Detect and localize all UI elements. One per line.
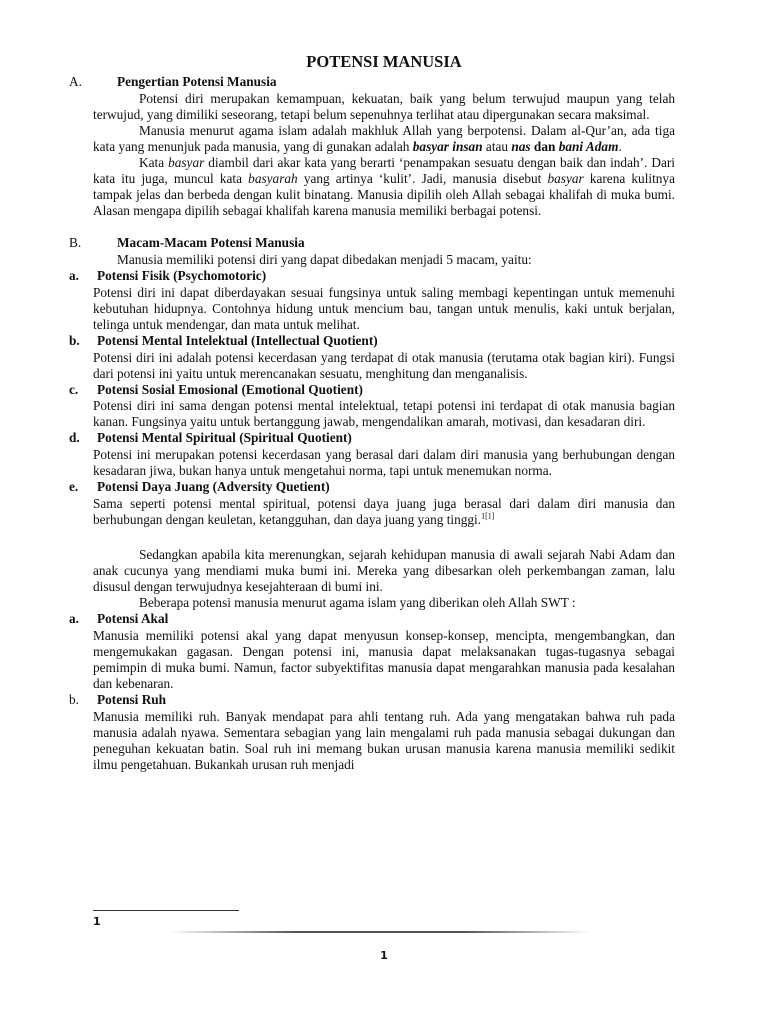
section-a-label: A. [69,74,82,89]
section-b-label: B. [69,235,82,251]
islam-item-text: Manusia memiliki ruh. Banyak mendapat para ahli tentang ruh. Ada yang mengatakan bahwa ruh pada manusia adalah nyawa. Sementara sebagian yang lain mengalami ruh pada manusia sebagai dukungan dan peneguhan kekuatan batin. Soal ruh ini memang bukan urusan manusia karena manusia memiliki sedikit ilmu pengetahuan. Bukankah urusan ruh menjadi [93,708,675,773]
page-number: 1 [380,949,388,962]
potensi-item-heading [69,381,675,399]
footnote-reference[interactable]: 1[1] [481,511,495,521]
potensi-item-text: Potensi diri ini dapat diberdayakan sesuai fungsinya untuk saling membagi kepentingan untuk memenuhi kebutuhan hidupnya. Contohnya hidung untuk mencium bau, tangan untuk menulis, kaki untuk berjalan, telinga untuk mendengar, dan mata untuk melihat. [93,284,675,332]
section-b-title: Macam-Macam Potensi Manusia [117,235,305,251]
item-label: e. [69,479,79,495]
potensi-item-text: Potensi diri ini sama dengan potensi mental intelektual, tetapi potensi ini terdapat di otak manusia bagian kanan. Fungsinya yaitu untuk bertanggung jawab, mengendalikan amarah, motivasi, dan kesadaran diri. [93,398,675,430]
footnote-separator [93,910,239,911]
text-run: . [618,138,622,154]
item-title: Potensi Daya Juang (Adversity Quetient) [97,479,330,495]
islam-item-heading [69,611,675,628]
beberapa-paragraph: Beberapa potensi manusia menurut agama islam yang diberikan oleh Allah SWT : [139,595,576,611]
spacer [93,219,675,235]
potensi-item-heading [69,332,675,350]
item-label: d. [69,430,80,446]
item-label: b. [69,332,80,348]
item-title: Potensi Mental Spiritual (Spiritual Quotient) [97,430,352,446]
potensi-item-text [93,496,675,528]
footer-rule [170,931,590,933]
term-basyar: basyar [547,171,584,187]
item-title: Potensi Sosial Emosional (Emotional Quotient) [97,381,363,397]
term-bani-adam: bani Adam [558,138,619,154]
item-title: Potensi Fisik (Psychomotoric) [97,268,267,284]
term-basyar-insan: basyar insan [412,138,483,154]
potensi-item-text: Potensi ini merupakan potensi kecerdasan yang berasal dari dalam diri manusia yang berhubungan dengan kesadaran jiwa, bukan hanya untuk mengetahui norma, tapi untuk menemukan norma. [93,447,675,479]
section-a-paragraph-2 [93,123,675,155]
item-label: c. [69,381,79,397]
section-b-heading [69,235,675,252]
islam-item-text: Manusia memiliki potensi akal yang dapat menyusun konsep-konsep, mencipta, mengembangkan, dan mengemukakan gagasan. Dengan potensi ini, manusia dapat melaksanakan tugas-tugasnya sebagai pemimpin di muka bumi. Namun, factor subyektifitas manusia dapat mengarahkan manusia pada kesalahan dan kebenaran. [93,628,675,692]
section-a-paragraph-3 [93,155,675,219]
text-run: dan [530,138,559,154]
term-basyarah: basyarah [248,171,298,187]
section-a-heading [69,74,675,91]
potensi-item-heading [69,479,675,496]
potensi-item-heading [69,430,675,447]
islam-item-heading [69,692,675,709]
text-run: Sama seperti potensi mental spiritual, potensi daya juang juga berasal dari dalam diri manusia dan berhubungan dengan keuletan, ketangguhan, dan daya juang yang tinggi. [93,495,675,527]
item-title: Potensi Mental Intelektual (Intellectual Quotient) [97,332,378,348]
text-run: Kata [139,154,169,170]
item-title: Potensi Akal [97,611,169,627]
term-basyar: basyar [168,154,205,170]
document-title: POTENSI MANUSIA [306,52,462,71]
text-run: yang artinya ‘kulit’. Jadi, manusia disebut [297,171,548,187]
footnote-number: 1 [93,915,101,928]
sejarah-paragraph: Sedangkan apabila kita merenungkan, sejarah kehidupan manusia di awali sejarah Nabi Adam dan anak cucunya yang mendiami muka bumi ini. Mereka yang dibesarkan oleh perkembangan zaman, lalu disusul dengan terwujudnya kesejahteraan di bumi ini. [93,547,675,595]
item-label: a. [69,611,79,627]
potensi-item-heading [69,268,675,285]
text-run: Manusia menurut agama islam adalah makhluk Allah yang berpotensi. Dalam al-Qur’an, ada tiga kata yang menunjuk pada manusia, yang di gunakan adalah [93,122,675,154]
item-label: a. [69,268,79,284]
section-a-paragraph-1: Potensi diri merupakan kemampuan, kekuatan, baik yang belum terwujud maupun yang telah terwujud, yang dimiliki seseorang, tetapi belum sepenuhnya terlihat atau dipergunakan secara maksimal. [93,90,675,122]
item-title: Potensi Ruh [97,692,167,708]
text-run: karena kulitnya tampak jelas dan berbeda dengan kulit binatang. Manusia dipilih oleh Allah sebagai khalifah di muka bumi. Alasan mengapa dipilih sebagai khalifah karena manusia memiliki berbagai potensi. [93,171,675,219]
section-b-intro: Manusia memiliki potensi diri yang dapat dibedakan menjadi 5 macam, yaitu: [117,251,532,267]
text-run: atau [482,138,512,154]
item-label: b. [69,692,79,708]
text-run: diambil dari akar kata yang berarti ‘penampakan sesuatu dengan baik dan indah’. Dari kata itu juga, muncul kata [93,154,675,187]
spacer [93,528,675,547]
term-nas: nas [511,138,531,154]
section-a-title: Pengertian Potensi Manusia [117,74,277,89]
document-page [69,52,675,773]
potensi-item-text: Potensi diri ini adalah potensi kecerdasan yang terdapat di otak manusia (terutama otak bagian kiri). Fungsi dari potensi ini yaitu untuk merencanakan sesuatu, menghitung dan menganalisis. [93,349,675,381]
